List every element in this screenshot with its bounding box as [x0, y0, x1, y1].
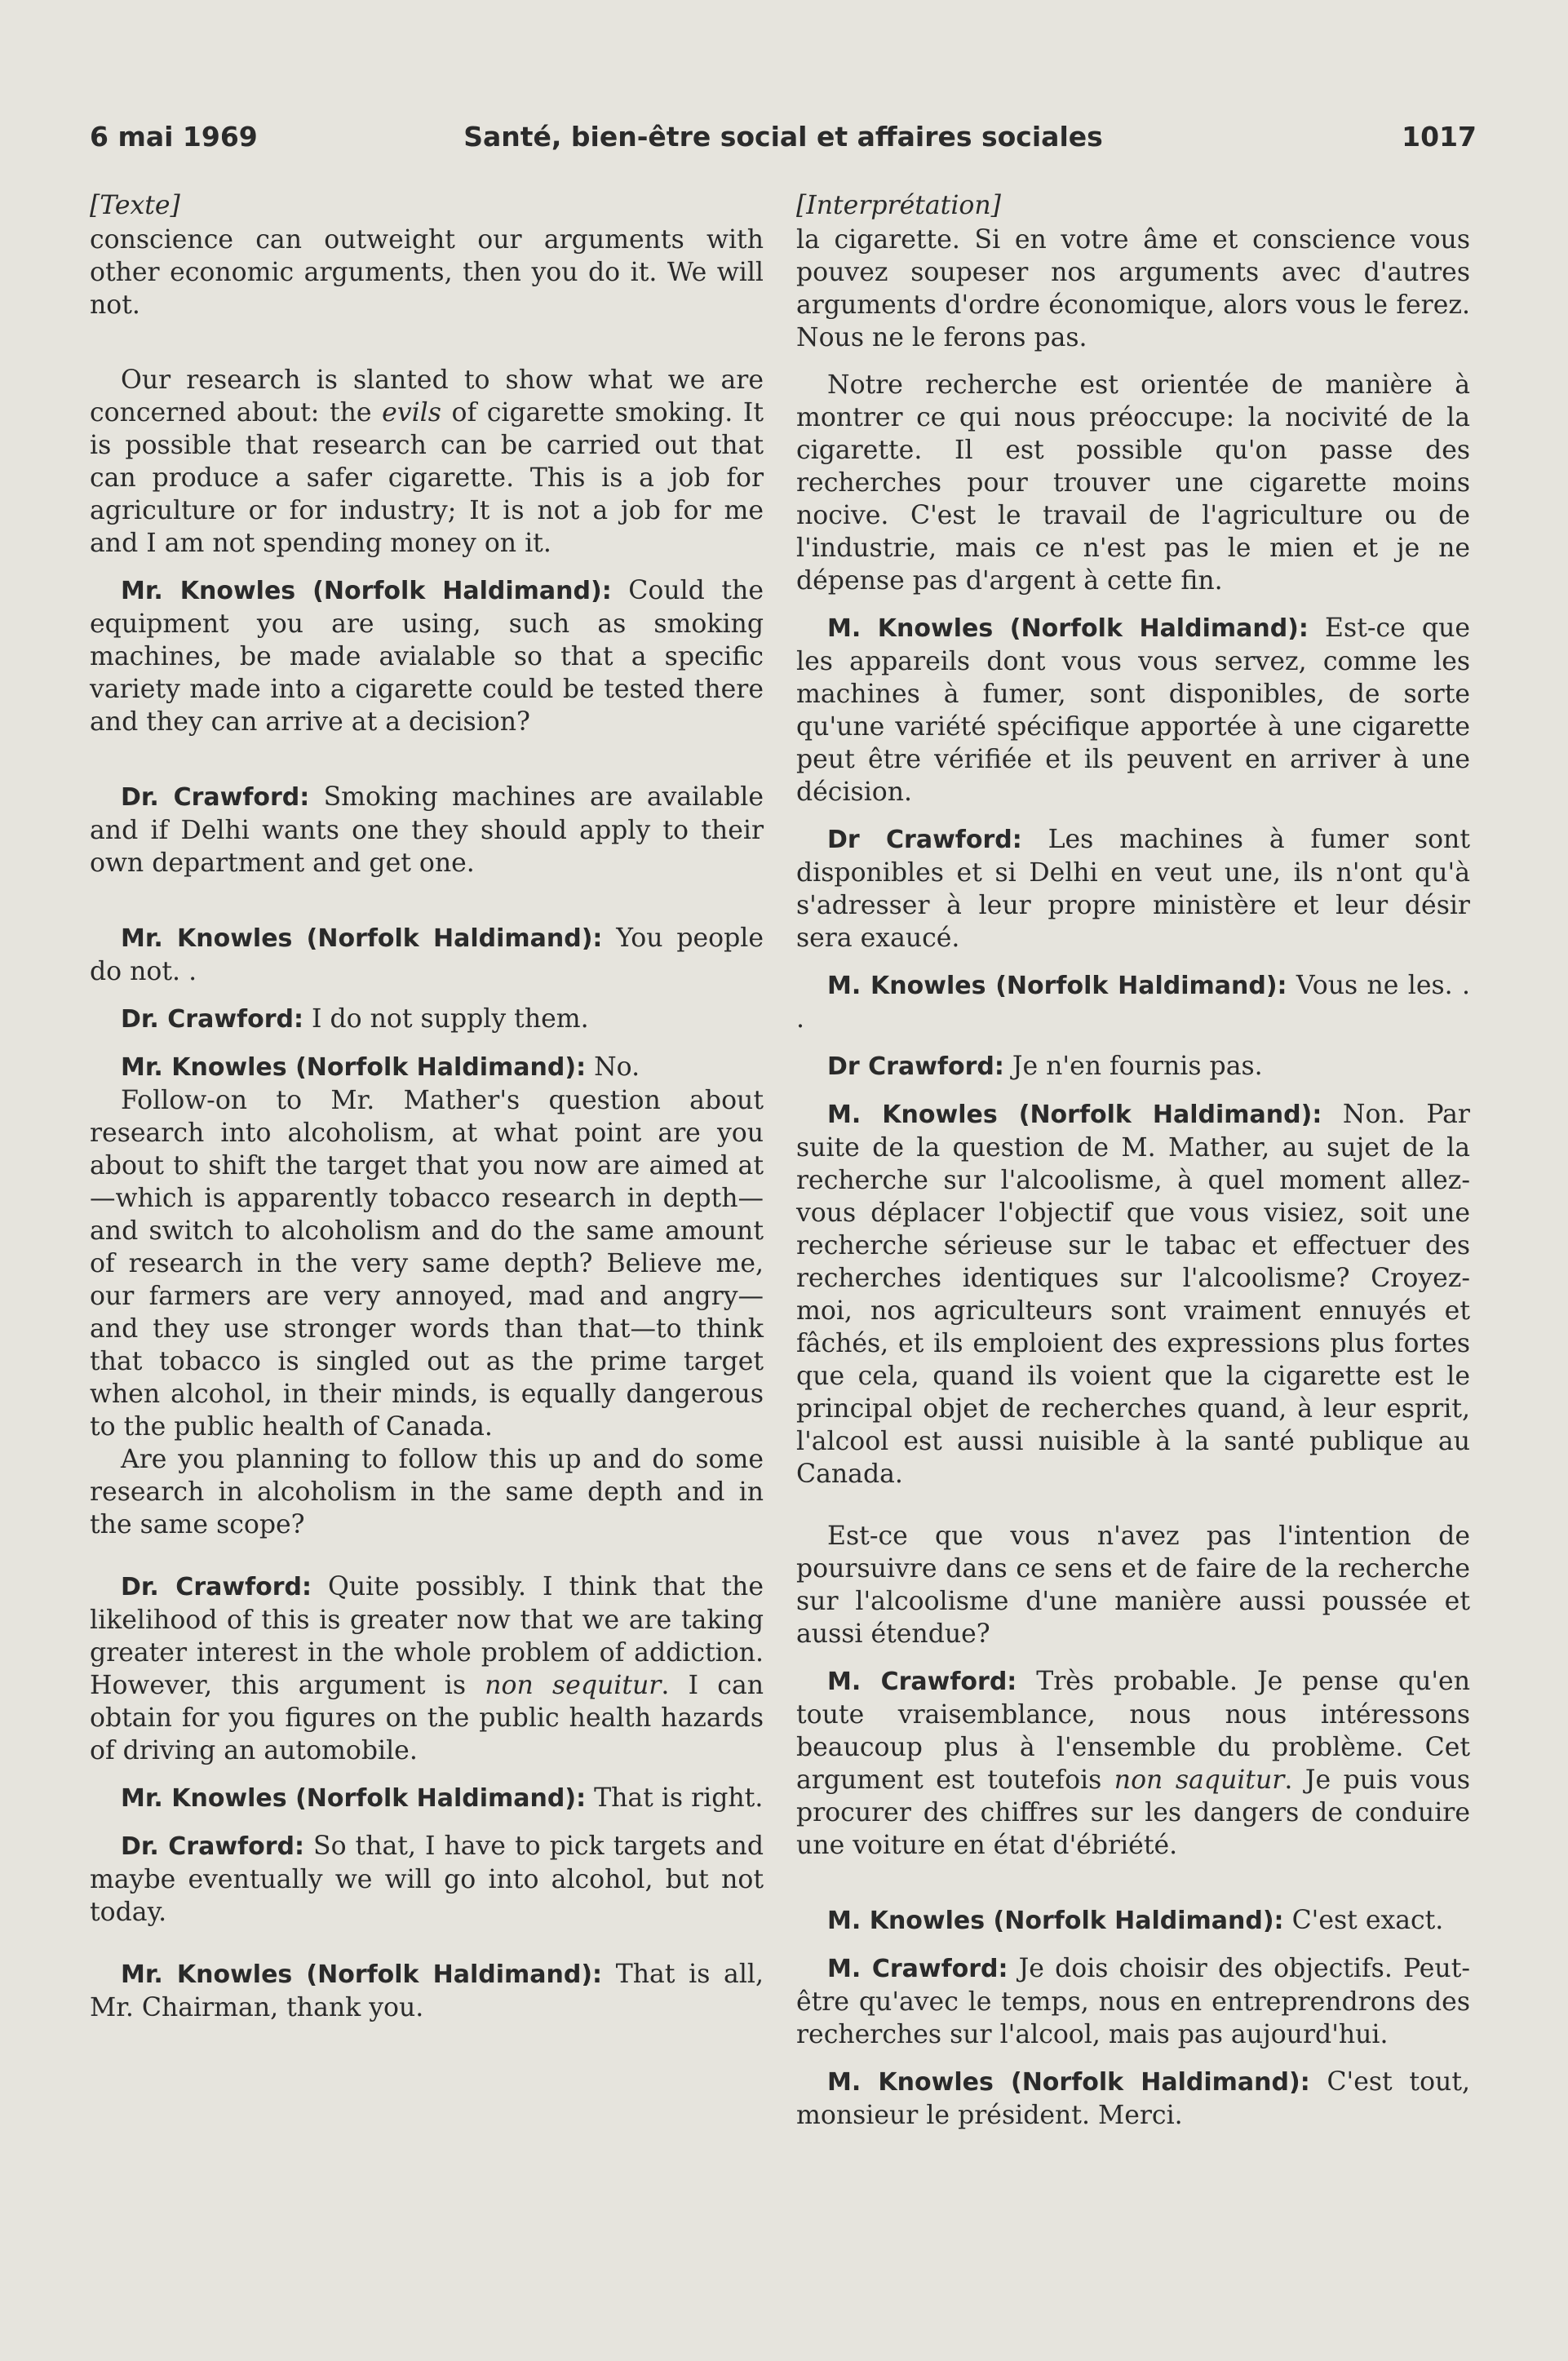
- speaker-name: Mr. Knowles (Norfolk Haldimand):: [121, 1784, 587, 1813]
- speech-paragraph: M. Crawford: Très probable. Je pense qu'en toute vraisemblance, nous nous intéressons beaucoup plus à l'ensemble du problème. Cet argument est toutefois non saquitur. Je puis vous procurer des chiffres sur les dangers de conduire une voiture en état d'ébriété.: [796, 1667, 1470, 1860]
- page-header: [90, 121, 1477, 153]
- speaker-name: Mr. Knowles (Norfolk Haldimand):: [121, 1053, 587, 1082]
- speaker-name: M. Crawford:: [827, 1955, 1008, 1983]
- speech-paragraph: M. Knowles (Norfolk Haldimand): Est-ce que les appareils dont vous vous servez, comme les machines à fumer, sont disponibles, de sorte qu'une variété spécifique apportée à une cigarette peut être vérifiée et ils peuvent en arriver à une décision.: [796, 614, 1470, 807]
- paragraph: Follow-on to Mr. Mather's question about research into alcoholism, at what point are you about to shift the target that you now are aimed at—which is apparently tobacco research in depth—and switch to alcoholism and do the same amount of research in the very same depth? Believe me, our farmers are very annoyed, mad and angry—and they use stronger words than that—to think that tobacco is singled out as the prime target when alcohol, in their minds, is equally dangerous to the public health of Canada.: [90, 1086, 764, 1442]
- speaker-name: Dr. Crawford:: [121, 783, 310, 812]
- speaker-name: M. Knowles (Norfolk Haldimand):: [827, 2068, 1310, 2097]
- paragraph: conscience can outweight our arguments with other economic arguments, then you do it. We will not.: [90, 225, 764, 320]
- speaker-name: Dr Crawford:: [827, 1052, 1004, 1081]
- right-column: [796, 189, 1470, 2132]
- speech-paragraph: M. Crawford: Je dois choisir des objectifs. Peut-être qu'avec le temps, nous en entreprendrons des recherches sur l'alcool, mais pas aujourd'hui.: [796, 1954, 1470, 2049]
- speech-paragraph: M. Knowles (Norfolk Haldimand): C'est exact.: [827, 1906, 1444, 1935]
- page-number: 1017: [1402, 121, 1477, 153]
- speech-paragraph: Mr. Knowles (Norfolk Haldimand): That is right.: [121, 1783, 764, 1813]
- speaker-name: Dr Crawford:: [827, 826, 1022, 854]
- speaker-name: Dr. Crawford:: [121, 1005, 303, 1034]
- left-column: [90, 189, 764, 2024]
- speaker-name: M. Knowles (Norfolk Haldimand):: [827, 972, 1287, 1000]
- speech-paragraph: Mr. Knowles (Norfolk Haldimand): Could the equipment you are using, such as smoking machines, be made avialable so that a specific variety made into a cigarette could be tested there and they can arrive at a decision?: [90, 576, 764, 737]
- paragraph: Est-ce que vous n'avez pas l'intention de poursuivre dans ce sens et de faire de la recherche sur l'alcoolisme d'une manière aussi poussée et aussi étendue?: [796, 1522, 1470, 1649]
- speech-paragraph: Mr. Knowles (Norfolk Haldimand): You people do not. .: [90, 924, 764, 986]
- paragraph: Notre recherche est orientée de manière à montrer ce qui nous préoccupe: la nocivité de la cigarette. Il est possible qu'on passe des recherches pour trouver une cigarette moins nocive. C'est le travail de l'agriculture ou de l'industrie, mais ce n'est pas le mien et je ne dépense pas d'argent à cette fin.: [796, 370, 1470, 596]
- column-label-texte: [Texte]: [90, 191, 180, 220]
- paragraph: Our research is slanted to show what we are concerned about: the evils of cigarette smoking. It is possible that research can be carried out that can produce a safer cigarette. This is a job for agriculture or for industry; It is not a job for me and I am not spending money on it.: [90, 365, 764, 558]
- paragraph: Are you planning to follow this up and do some research in alcoholism in the same depth and in the same scope?: [90, 1445, 764, 1539]
- speaker-name: Mr. Knowles (Norfolk Haldimand):: [121, 924, 603, 953]
- column-label-interpretation: [Interprétation]: [796, 191, 1001, 220]
- speech-paragraph: Dr Crawford: Je n'en fournis pas.: [827, 1052, 1263, 1081]
- speaker-name: Mr. Knowles (Norfolk Haldimand):: [121, 577, 612, 605]
- speech-paragraph: M. Knowles (Norfolk Haldimand): Vous ne les. . .: [796, 971, 1470, 1034]
- speaker-name: Dr. Crawford:: [121, 1573, 312, 1601]
- speech-paragraph: Mr. Knowles (Norfolk Haldimand): That is all, Mr. Chairman, thank you.: [90, 1960, 764, 2022]
- speech-paragraph: Dr. Crawford: So that, I have to pick targets and maybe eventually we will go into alcohol, but not today.: [90, 1832, 764, 1927]
- paragraph: la cigarette. Si en votre âme et conscience vous pouvez soupeser nos arguments avec d'autres arguments d'ordre économique, alors vous le ferez. Nous ne le ferons pas.: [796, 225, 1470, 352]
- header-date: 6 mai 1969: [90, 121, 258, 153]
- header-title: Santé, bien-être social et affaires sociales: [463, 121, 1103, 153]
- speaker-name: M. Knowles (Norfolk Haldimand):: [827, 1101, 1322, 1129]
- speaker-name: M. Crawford:: [827, 1668, 1017, 1696]
- speech-paragraph: Dr Crawford: Les machines à fumer sont disponibles et si Delhi en veut une, ils n'ont qu'à s'adresser à leur propre ministère et leur désir sera exaucé.: [796, 825, 1470, 953]
- speech-paragraph: Dr. Crawford: I do not supply them.: [121, 1004, 589, 1034]
- speaker-name: Mr. Knowles (Norfolk Haldimand):: [121, 1960, 603, 1989]
- speech-paragraph: M. Knowles (Norfolk Haldimand): C'est tout, monsieur le président. Merci.: [796, 2067, 1470, 2130]
- speech-paragraph: Dr. Crawford: Smoking machines are available and if Delhi wants one they should apply to their own department and get one.: [90, 782, 764, 878]
- speech-paragraph: Mr. Knowles (Norfolk Haldimand): No.: [121, 1052, 640, 1082]
- speaker-name: Dr. Crawford:: [121, 1832, 304, 1861]
- speaker-name: M. Knowles (Norfolk Haldimand):: [827, 1907, 1284, 1935]
- speaker-name: M. Knowles (Norfolk Haldimand):: [827, 614, 1309, 643]
- speech-paragraph: M. Knowles (Norfolk Haldimand): Non. Par suite de la question de M. Mather, au sujet de la recherche sur l'alcoolisme, à quel moment allez-vous déplacer l'objectif que vous visiez, soit une recherche sérieuse sur le tabac et effectuer des recherches identiques sur l'alcoolisme? Croyez-moi, nos agriculteurs sont vraiment ennuyés et fâchés, et ils emploient des expressions plus fortes que cela, quand ils voient que la cigarette est le principal objet de recherches quand, à leur esprit, l'alcool est aussi nuisible à la santé publique au Canada.: [796, 1100, 1470, 1489]
- speech-paragraph: Dr. Crawford: Quite possibly. I think that the likelihood of this is greater now that we are taking greater interest in the whole problem of addiction. However, this argument is non sequitur. I can obtain for you figures on the public health hazards of driving an automobile.: [90, 1572, 764, 1765]
